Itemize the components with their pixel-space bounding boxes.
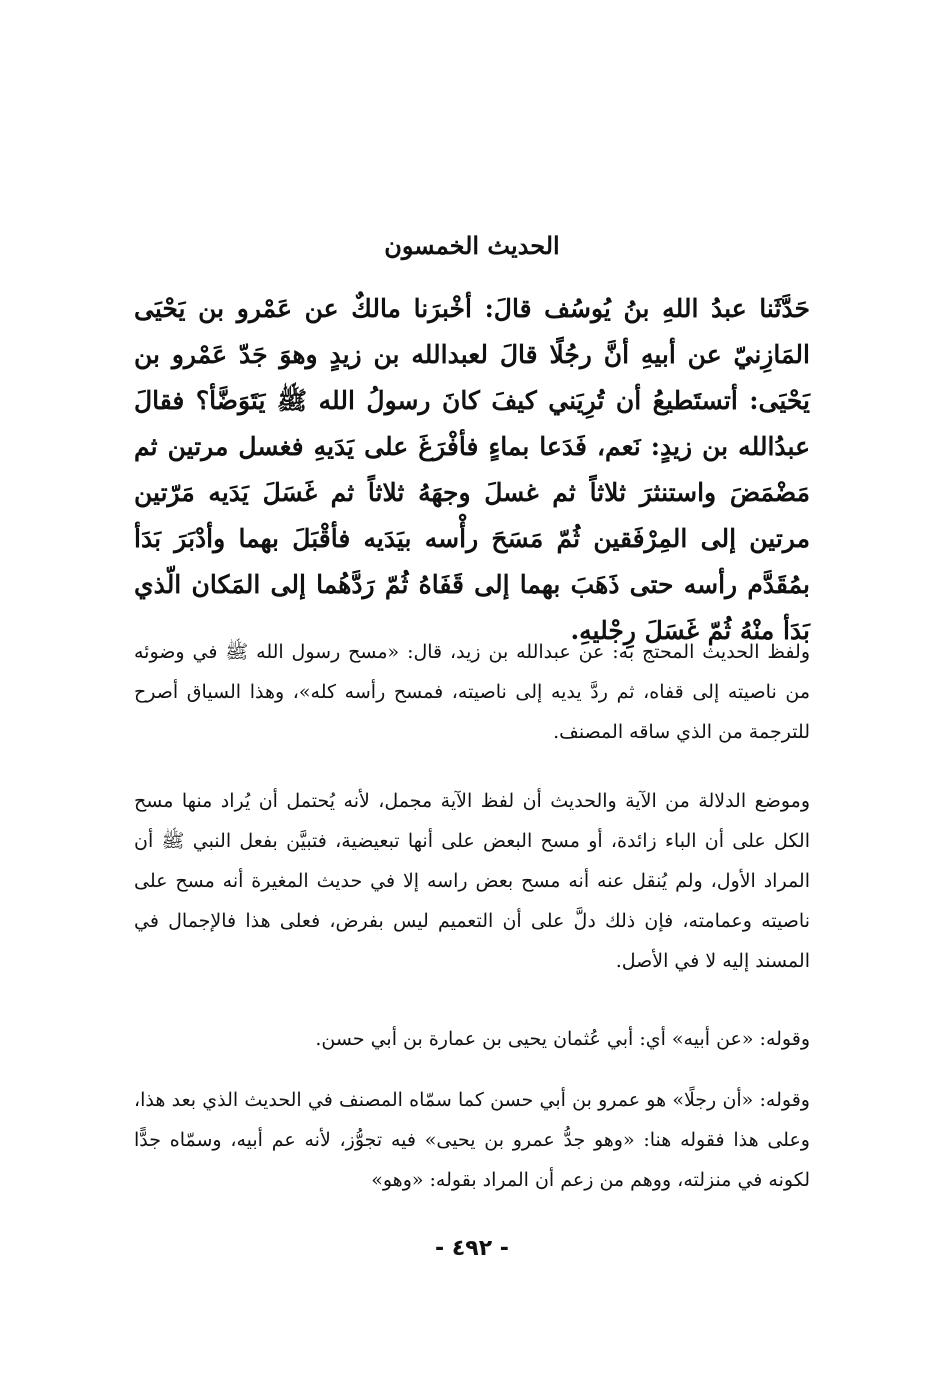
commentary-paragraph-4: وقوله: «أن رجلًا» هو عمرو بن أبي حسن كما سمّاه المصنف في الحديث الذي بعد هذا، وعلى هذا فقوله هنا: «وهو جدُّ عمرو بن يحيى» فيه تجوُّز، لأنه عم أبيه، وسمّاه جدًّا لكونه في منزلته، ووهم من زعم أن المراد بقوله: «وهو» [134,1089,810,1191]
hadith-text: حَدَّثَنا عبدُ اللهِ بنُ يُوسُف قالَ: أخْبرَنا مالكٌ عن عَمْرو بن يَحْيَى المَازِنيّ عن أبيهِ أنَّ رجُلًا قالَ لعبدالله بن زيدٍ وهوَ جَدّ عَمْرو بن يَحْيَى: أتستَطيعُ أن تُرِيَني كيفَ كانَ رسولُ الله ﷺ يَتَوَضَّأ؟ فقالَ عبدُالله بن زيدٍ: نَعم، فَدَعا بماءٍ فأفْرَغَ على يَدَيهِ فغسل مرتين ثم مَضْمَضَ واستنثرَ ثلاثاً ثم غسلَ وجهَهُ ثلاثاً ثم غَسَلَ يَدَيه مَرّتين مرتين إلى المِرْفَقين ثُمّ مَسَحَ رأْسه بيَدَيه فأقْبَلَ بهما وأدْبَرَ بَدَأ بمُقَدَّم رأسه حتى ذَهَبَ بهما إلى قَفَاهُ ثُمّ رَدَّهُما إلى المَكان الّذي بَدَأ منْهُ ثُمّ غَسَلَ رِجْليهِ. [134,294,810,645]
commentary-paragraph-1: ولفظ الحديث المحتج به: عن عبدالله بن زيد، قال: «مسح رسول الله ﷺ في وضوئه من ناصيته إلى قفاه، ثم ردَّ يديه إلى ناصيته، فمسح رأسه كله»، وهذا السياق أصرح للترجمة من الذي ساقه المصنف. [134,641,810,743]
commentary-paragraph-2: وموضع الدلالة من الآية والحديث أن لفظ الآية مجمل، لأنه يُحتمل أن يُراد منها مسح الكل على أن الباء زائدة، أو مسح البعض على أنها تبعيضية، فتبيَّن بفعل النبي ﷺ أن المراد الأول، ولم يُنقل عنه أنه مسح بعض راسه إلا في حديث المغيرة أنه مسح على ناصيته وعمامته، فإن ذلك دلَّ على أن التعميم ليس بفرض، فعلى هذا فالإجمال في المسند إليه لا في الأصل. [134,790,810,972]
page-number: - ٤٩٢ - [435,1236,509,1261]
commentary-paragraph-3: وقوله: «عن أبيه» أي: أبي عُثمان يحيى بن عمارة بن أبي حسن. [315,1028,810,1050]
hadith-heading: الحديث الخمسون [384,231,560,260]
